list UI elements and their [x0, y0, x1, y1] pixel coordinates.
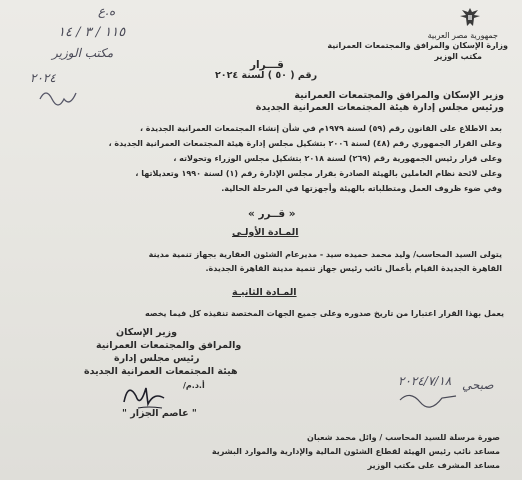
minister-signature: [118, 378, 168, 412]
footer-line-1: صورة مرسلة للسيد المحاسب / وائل محمد شعبان: [307, 433, 500, 442]
signatory-name: " عاصم الجزار ": [122, 408, 197, 419]
signatory-line-2: والمرافق والمجتمعات العمرانية: [96, 340, 242, 351]
egypt-eagle-emblem: [458, 6, 482, 30]
handwritten-note-2: ١١٥ / ٣ / ١٤: [58, 25, 126, 40]
signatory-line-4: هيئة المجتمعات العمرانية الجديدة: [84, 366, 238, 377]
article-2-line: يعمل بهذا القرار اعتبارا من تاريخ صدوره وعلى جميع الجهات المختصة تنفيذه كل فيما يخصه: [145, 309, 504, 318]
handwritten-note-3: مكتب الوزير: [52, 46, 114, 60]
article-2-title: المـادة الثانيـة: [232, 287, 297, 298]
article-1-title: المـادة الأولـى: [232, 227, 299, 238]
signatory-line-1: وزير الإسكان: [116, 327, 178, 338]
handwritten-paraph: [398, 388, 458, 408]
issuer-line-1: وزير الإسكان والمرافق والمجتمعات العمرانية: [294, 90, 504, 101]
decides-heading: « قــرر »: [248, 208, 296, 220]
footer-line-2: مساعد نائب رئيس الهيئة لقطاع الشئون المالية والإدارية والموارد البشرية: [211, 447, 500, 456]
handwritten-note-4: ٢٠٢٤: [30, 71, 56, 85]
preamble-line-1: بعد الاطلاع على القانون رقم (٥٩) لسنة ١٩٧٩م في شأن إنشاء المجتمعات العمرانية الجديدة ،: [139, 124, 502, 133]
article-1-line-2: القاهرة الجديدة القيام بأعمال نائب رئيس جهاز تنمية مدينة القاهرة الجديدة.: [205, 264, 502, 273]
handwritten-scribble: [38, 85, 78, 113]
signatory-prefix: أ.د.م/: [183, 381, 205, 390]
preamble-line-5: وفي ضوء ظروف العمل ومتطلباته بالهيئة وأجهزتها في المرحلة الحالية.: [221, 184, 502, 193]
footer-line-3: مساعد المشرف على مكتب الوزير: [367, 461, 500, 470]
signatory-line-3: رئيس مجلس إدارة: [114, 353, 200, 364]
preamble-line-3: وعلى قرار رئيس الجمهورية رقم (٢٦٩) لسنة ٢٠١٨ بتشكيل مجلس الوزراء وتحولاته ،: [173, 154, 502, 163]
preamble-line-4: وعلى لائحة نظام العاملين بالهيئة الصادرة بقرار مجلس الإدارة رقم (١) لسنة ١٩٩٠ وتعديلاتها ،: [135, 169, 502, 178]
header-ministry: وزارة الإسكان والمرافق والمجتمعات العمرانية: [327, 41, 508, 50]
handwritten-date: ٢٠٢٤/٧/١٨: [398, 374, 452, 388]
issuer-line-2: ورئيس مجلس إدارة هيئة المجتمعات العمرانية الجديدة: [255, 102, 504, 113]
preamble-line-2: وعلى القرار الجمهوري رقم (٤٨) لسنة ٢٠٠٦ بتشكيل مجلس إدارة هيئة المجتمعات العمرانية الجديدة ،: [108, 139, 502, 148]
header-office: مكتب الوزير: [434, 52, 482, 61]
decree-title: قـــرار: [250, 59, 284, 71]
decree-number: رقم ( ٥٠ ) لسنة ٢٠٢٤: [215, 70, 318, 81]
handwritten-initials: صبحي: [462, 378, 494, 392]
handwritten-note-1: ه.ع: [98, 4, 116, 18]
article-1-line-1: يتولى السيد المحاسب/ وليد محمد حميده سيد - مديرعام الشئون العقارية بجهاز تنمية مدينة: [148, 250, 502, 259]
header-republic: جمهورية مصر العربية: [427, 31, 498, 40]
